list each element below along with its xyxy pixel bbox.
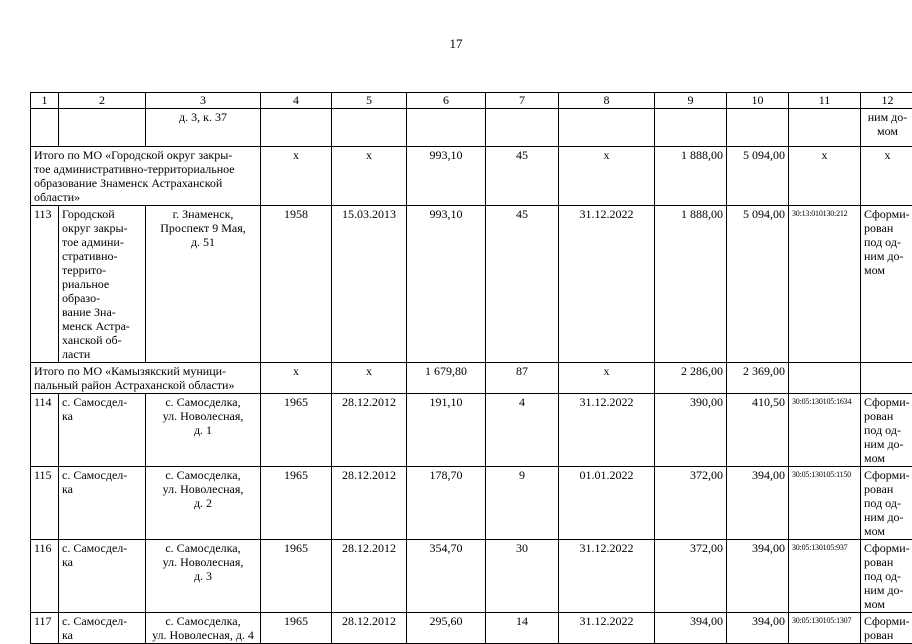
row-number-cell: 113	[31, 206, 59, 363]
column-header: 2	[59, 93, 146, 109]
column-number-row	[31, 93, 912, 109]
municipality-cell: с. Самосдел- ка	[59, 394, 146, 467]
row-number-cell: 115	[31, 467, 59, 540]
table-cell	[261, 109, 332, 147]
date-cell: x	[332, 363, 407, 394]
column-header: 7	[486, 93, 559, 109]
basis-cell: Сформи- рован под од- ним до- мом	[861, 467, 912, 540]
cost-cell: 1 888,00	[655, 147, 727, 206]
table-cell	[655, 109, 727, 147]
deadline-cell: 31.12.2022	[559, 206, 655, 363]
cadastral-cell	[789, 363, 861, 394]
housing-register-table	[30, 92, 912, 644]
address-cell: г. Знаменск, Проспект 9 Мая, д. 51	[146, 206, 261, 363]
cost-cell: 372,00	[655, 467, 727, 540]
table-row	[31, 206, 912, 363]
date-cell: 28.12.2012	[332, 394, 407, 467]
table-cell	[59, 109, 146, 147]
people-cell: 9	[486, 467, 559, 540]
table-cell	[31, 109, 59, 147]
date-cell: x	[332, 147, 407, 206]
deadline-cell: 01.01.2022	[559, 467, 655, 540]
basis-cell: x	[861, 147, 912, 206]
area-cell: 993,10	[407, 147, 486, 206]
column-header: 1	[31, 93, 59, 109]
area-cell: 191,10	[407, 394, 486, 467]
cost-cell: 2 369,00	[727, 363, 789, 394]
column-header: 4	[261, 93, 332, 109]
cost-cell: 1 888,00	[655, 206, 727, 363]
table-row	[31, 394, 912, 467]
deadline-cell: x	[559, 147, 655, 206]
table-cell	[559, 109, 655, 147]
cost-cell: 372,00	[655, 540, 727, 613]
year-cell: x	[261, 147, 332, 206]
table-row	[31, 540, 912, 613]
row-number-cell: 117	[31, 613, 59, 644]
deadline-cell: 31.12.2022	[559, 540, 655, 613]
basis-cell	[861, 363, 912, 394]
area-cell: 354,70	[407, 540, 486, 613]
basis-cell: Сформи- рован	[861, 613, 912, 644]
continuation-row	[31, 109, 912, 147]
subtotal-row	[31, 147, 912, 206]
date-cell: 28.12.2012	[332, 540, 407, 613]
address-cell: с. Самосделка, ул. Новолесная, д. 3	[146, 540, 261, 613]
cost-cell: 410,50	[727, 394, 789, 467]
column-header: 3	[146, 93, 261, 109]
date-cell: 28.12.2012	[332, 613, 407, 644]
area-cell: 993,10	[407, 206, 486, 363]
row-number-cell: 114	[31, 394, 59, 467]
deadline-cell: 31.12.2022	[559, 613, 655, 644]
cost-cell: 5 094,00	[727, 147, 789, 206]
cost-cell: 394,00	[727, 613, 789, 644]
area-cell: 178,70	[407, 467, 486, 540]
column-header: 6	[407, 93, 486, 109]
people-cell: 45	[486, 147, 559, 206]
basis-cell: Сформи- рован под од- ним до- мом	[861, 540, 912, 613]
table-cell	[727, 109, 789, 147]
people-cell: 87	[486, 363, 559, 394]
column-header: 5	[332, 93, 407, 109]
year-cell: x	[261, 363, 332, 394]
people-cell: 4	[486, 394, 559, 467]
date-cell: 15.03.2013	[332, 206, 407, 363]
table-row	[31, 613, 912, 644]
column-header: 9	[655, 93, 727, 109]
address-cell: с. Самосделка, ул. Новолесная, д. 2	[146, 467, 261, 540]
table-cell	[407, 109, 486, 147]
basis-cell: Сформи- рован под од- ним до- мом	[861, 206, 912, 363]
table-cell	[486, 109, 559, 147]
people-cell: 14	[486, 613, 559, 644]
municipality-cell: с. Самосдел- ка	[59, 613, 146, 644]
year-cell: 1965	[261, 467, 332, 540]
address-cell: д. 3, к. 37	[146, 109, 261, 147]
cost-cell: 394,00	[727, 467, 789, 540]
cost-cell: 394,00	[655, 613, 727, 644]
municipality-cell: с. Самосдел- ка	[59, 540, 146, 613]
cost-cell: 2 286,00	[655, 363, 727, 394]
column-header: 10	[727, 93, 789, 109]
people-cell: 30	[486, 540, 559, 613]
subtotal-label: Итого по МО «Камызякский муници- пальный район Астраханской области»	[31, 363, 261, 394]
year-cell: 1965	[261, 540, 332, 613]
area-cell: 1 679,80	[407, 363, 486, 394]
cadastral-cell: 30:05:130105:937	[789, 540, 861, 613]
table-cell	[789, 109, 861, 147]
table-cell	[332, 109, 407, 147]
date-cell: 28.12.2012	[332, 467, 407, 540]
subtotal-row	[31, 363, 912, 394]
cadastral-cell: 30:13:010130:212	[789, 206, 861, 363]
cost-cell: 5 094,00	[727, 206, 789, 363]
column-header: 11	[789, 93, 861, 109]
people-cell: 45	[486, 206, 559, 363]
row-number-cell: 116	[31, 540, 59, 613]
area-cell: 295,60	[407, 613, 486, 644]
municipality-cell: Городской округ закры- тое админи- стративно- террито- риальное образо- вание Зна- менск Астра- ханской об- ласти	[59, 206, 146, 363]
address-cell: с. Самосделка, ул. Новолесная, д. 1	[146, 394, 261, 467]
column-header: 12	[861, 93, 912, 109]
address-cell: с. Самосделка, ул. Новолесная, д. 4	[146, 613, 261, 644]
deadline-cell: x	[559, 363, 655, 394]
cadastral-cell: x	[789, 147, 861, 206]
subtotal-label: Итого по МО «Городской округ закры- тое административно-территориальное образование Знаменск Астраханской области»	[31, 147, 261, 206]
basis-cell: Сформи- рован под од- ним до- мом	[861, 394, 912, 467]
table-row	[31, 467, 912, 540]
column-header: 8	[559, 93, 655, 109]
cadastral-cell: 30:05:130105:1307	[789, 613, 861, 644]
basis-cell: ним до- мом	[861, 109, 912, 147]
municipality-cell: с. Самосдел- ка	[59, 467, 146, 540]
page-number: 17	[0, 36, 912, 52]
year-cell: 1965	[261, 613, 332, 644]
cadastral-cell: 30:05:130105:1634	[789, 394, 861, 467]
cadastral-cell: 30:05:130105:1150	[789, 467, 861, 540]
deadline-cell: 31.12.2022	[559, 394, 655, 467]
cost-cell: 390,00	[655, 394, 727, 467]
year-cell: 1958	[261, 206, 332, 363]
cost-cell: 394,00	[727, 540, 789, 613]
year-cell: 1965	[261, 394, 332, 467]
